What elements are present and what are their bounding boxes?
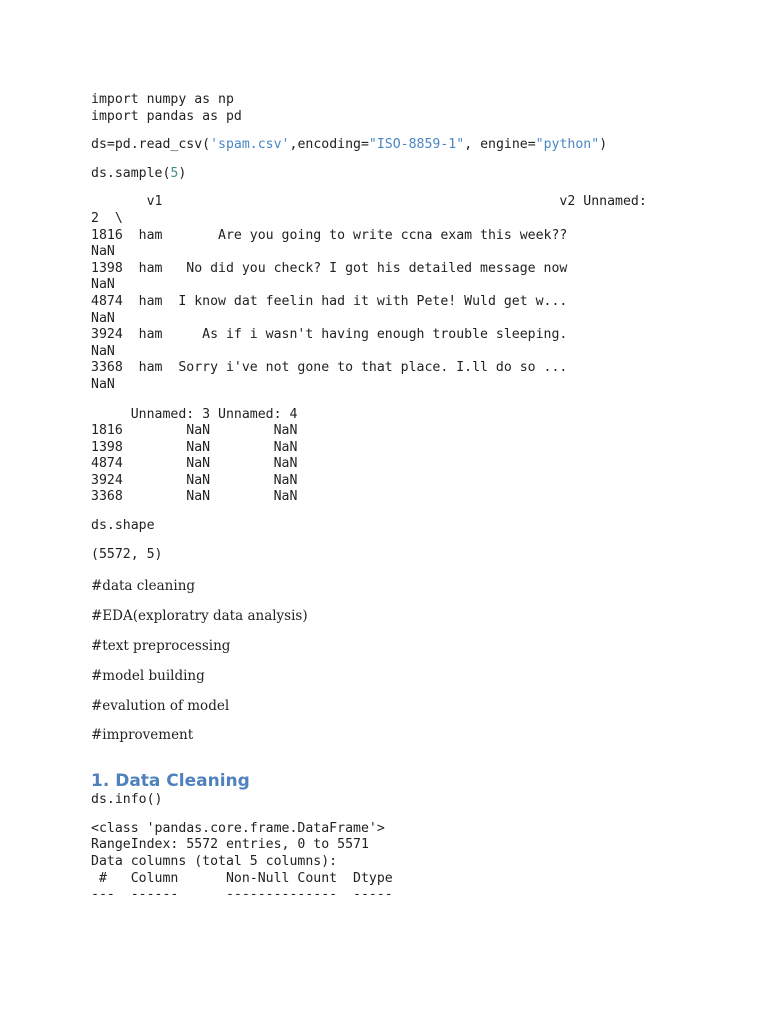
string-literal: 'spam.csv' [210,137,290,153]
string-literal: "ISO-8859-1" [368,137,465,153]
output-unnamed-table: Unnamed: 3 Unnamed: 4 1816 NaN NaN 1398 NaN NaN 4874 NaN NaN 3924 NaN NaN 3368 NaN NaN [91,406,298,505]
output-shape: (5572, 5) [91,546,163,562]
code-text: , engine= [464,137,536,153]
code-sample [91,166,731,183]
note-model-building: #model building [91,668,205,685]
note-data-cleaning: #data cleaning [91,578,196,595]
code-text: ) [599,137,608,153]
note-eda: #EDA(exploratry data analysis) [91,608,308,625]
output-info: <class 'pandas.core.frame.DataFrame'> RangeIndex: 5572 entries, 0 to 5571 Data columns (total 5 columns): # Column Non-Null Count Dtype --- ------ -------------- ----- [91,820,393,903]
code-info: ds.info() [91,792,163,808]
number-literal: 5 [170,165,179,181]
notebook-page [91,92,731,904]
code-line: import numpy as np [91,92,234,107]
code-text: ds.sample( [91,165,171,181]
note-improvement: #improvement [91,727,194,744]
output-sample-table: v1 v2 Unnamed: 2 \ 1816 ham Are you going to write ccna exam this week?? NaN 1398 ham No did you check? I got his detailed message now NaN 4874 ham I know dat feelin had it with Pete! Wuld get w... NaN 3924 ham As if i wasn't having enough trouble sleeping. NaN 3368 ham Sorry i've not gone to that place. I.ll do so ... NaN [91,194,647,392]
code-imports [91,92,731,125]
note-text-preprocessing: #text preprocessing [91,638,231,655]
code-line: import pandas as pd [91,108,242,124]
code-read-csv [91,137,731,154]
note-evaluation: #evalution of model [91,698,230,715]
code-shape: ds.shape [91,518,155,534]
string-literal: "python" [535,137,600,153]
code-text: ,encoding= [289,137,369,153]
section-heading: 1. Data Cleaning [91,771,250,792]
code-text: ) [178,165,187,181]
code-text: ds=pd.read_csv( [91,137,211,153]
